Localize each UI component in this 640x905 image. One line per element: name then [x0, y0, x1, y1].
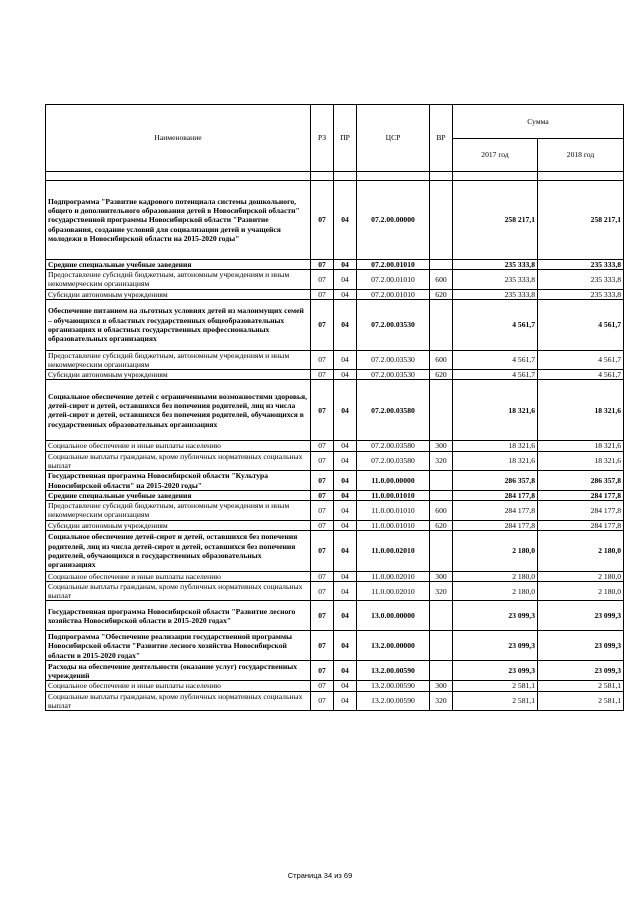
row-rz: 07	[311, 270, 334, 289]
row-name: Предоставление субсидий бюджетным, автономным учреждениям и иным некоммерческим организациям	[46, 501, 311, 520]
row-name: Социальные выплаты гражданам, кроме публичных нормативных социальных выплат	[46, 451, 311, 470]
row-amount-2017: 258 217,1	[453, 181, 538, 260]
row-amount-2018: 2 180,0	[538, 530, 624, 571]
row-amount-2017: 284 177,8	[453, 501, 538, 520]
row-name: Социальные выплаты гражданам, кроме публичных нормативных социальных выплат	[46, 691, 311, 710]
row-csr: 13.2.00.00590	[357, 681, 430, 691]
table-body	[46, 181, 624, 711]
row-rz: 07	[311, 350, 334, 369]
row-amount-2018: 23 099,3	[538, 601, 624, 631]
row-csr: 11.0.00.01010	[357, 520, 430, 530]
row-vr: 300	[430, 441, 453, 451]
row-amount-2017: 235 333,8	[453, 260, 538, 270]
row-pr: 04	[334, 582, 357, 601]
row-amount-2018: 23 099,3	[538, 631, 624, 661]
row-rz: 07	[311, 289, 334, 299]
row-vr	[430, 299, 453, 350]
row-amount-2017: 23 099,3	[453, 661, 538, 681]
row-rz: 07	[311, 501, 334, 520]
row-vr: 600	[430, 270, 453, 289]
header-2017: 2017 год	[453, 139, 538, 172]
row-rz: 07	[311, 451, 334, 470]
row-name: Государственная программа Новосибирской области "Развитие лесного хозяйства Новосибирской области в 2015-2020 годах"	[46, 601, 311, 631]
row-pr: 04	[334, 501, 357, 520]
table-row	[46, 582, 624, 601]
row-rz: 07	[311, 370, 334, 380]
row-csr: 07.2.00.03530	[357, 350, 430, 369]
row-pr: 04	[334, 691, 357, 710]
row-amount-2017: 4 561,7	[453, 299, 538, 350]
row-amount-2018: 2 581,1	[538, 681, 624, 691]
row-name: Предоставление субсидий бюджетным, автономным учреждениям и иным некоммерческим организациям	[46, 270, 311, 289]
row-amount-2018: 4 561,7	[538, 350, 624, 369]
row-amount-2018: 286 357,8	[538, 471, 624, 491]
row-name: Социальные выплаты гражданам, кроме публичных нормативных социальных выплат	[46, 582, 311, 601]
row-rz: 07	[311, 530, 334, 571]
row-name: Социальное обеспечение и иные выплаты населению	[46, 441, 311, 451]
table-row	[46, 471, 624, 491]
row-name: Социальное обеспечение детей с ограниченными возможностями здоровья, детей-сирот и детей, оставшихся без попечения родителей, лиц из числа детей-сирот и детей, оставшихся без попечения родителей, обучающихся в государственных образовательных организациях	[46, 380, 311, 441]
row-amount-2017: 235 333,8	[453, 289, 538, 299]
row-amount-2018: 2 180,0	[538, 571, 624, 581]
table-row	[46, 181, 624, 260]
table-row	[46, 451, 624, 470]
row-vr: 620	[430, 289, 453, 299]
row-amount-2017: 2 180,0	[453, 530, 538, 571]
header-sum: Сумма	[453, 105, 624, 139]
row-amount-2017: 2 581,1	[453, 681, 538, 691]
row-pr: 04	[334, 520, 357, 530]
row-pr: 04	[334, 491, 357, 501]
row-amount-2018: 23 099,3	[538, 661, 624, 681]
row-vr: 320	[430, 451, 453, 470]
row-rz: 07	[311, 260, 334, 270]
header-csr: ЦСР	[357, 105, 430, 172]
row-name: Социальное обеспечение и иные выплаты населению	[46, 571, 311, 581]
row-rz: 07	[311, 571, 334, 581]
row-csr: 07.2.00.03580	[357, 441, 430, 451]
table-row	[46, 631, 624, 661]
table-row	[46, 681, 624, 691]
row-amount-2018: 235 333,8	[538, 270, 624, 289]
row-rz: 07	[311, 380, 334, 441]
row-amount-2017: 18 321,6	[453, 441, 538, 451]
table-row	[46, 601, 624, 631]
table-row	[46, 661, 624, 681]
row-vr	[430, 181, 453, 260]
row-csr: 07.2.00.03530	[357, 299, 430, 350]
row-amount-2018: 4 561,7	[538, 299, 624, 350]
row-amount-2018: 2 581,1	[538, 691, 624, 710]
row-amount-2017: 4 561,7	[453, 370, 538, 380]
row-csr: 07.2.00.00000	[357, 181, 430, 260]
row-vr: 300	[430, 681, 453, 691]
row-pr: 04	[334, 260, 357, 270]
row-vr	[430, 260, 453, 270]
row-vr: 320	[430, 691, 453, 710]
row-csr: 11.0.00.01010	[357, 501, 430, 520]
row-amount-2017: 23 099,3	[453, 631, 538, 661]
table-row	[46, 571, 624, 581]
row-pr: 04	[334, 350, 357, 369]
table-row	[46, 370, 624, 380]
row-pr: 04	[334, 571, 357, 581]
row-amount-2018: 284 177,8	[538, 491, 624, 501]
row-csr: 13.2.00.00000	[357, 631, 430, 661]
row-rz: 07	[311, 181, 334, 260]
row-pr: 04	[334, 270, 357, 289]
row-csr: 07.2.00.01010	[357, 270, 430, 289]
row-csr: 13.2.00.00590	[357, 691, 430, 710]
row-amount-2017: 18 321,6	[453, 451, 538, 470]
row-amount-2018: 18 321,6	[538, 441, 624, 451]
row-vr	[430, 491, 453, 501]
table-row	[46, 691, 624, 710]
row-rz: 07	[311, 299, 334, 350]
table-row	[46, 380, 624, 441]
row-name: Предоставление субсидий бюджетным, автономным учреждениям и иным некоммерческим организациям	[46, 350, 311, 369]
row-vr: 300	[430, 571, 453, 581]
row-amount-2018: 235 333,8	[538, 260, 624, 270]
row-csr: 07.2.00.03580	[357, 380, 430, 441]
row-pr: 04	[334, 441, 357, 451]
row-amount-2018: 284 177,8	[538, 501, 624, 520]
row-amount-2017: 2 180,0	[453, 582, 538, 601]
row-vr: 600	[430, 350, 453, 369]
row-amount-2017: 286 357,8	[453, 471, 538, 491]
row-csr: 11.0.00.02010	[357, 582, 430, 601]
row-vr: 320	[430, 582, 453, 601]
row-rz: 07	[311, 520, 334, 530]
row-csr: 13.0.00.00000	[357, 601, 430, 631]
row-name: Обеспечение питанием на льготных условиях детей из малоимущих семей – обучающихся в областных государственных общеобразовательных организациях и областных государственных профессиональных образовательных организациях	[46, 299, 311, 350]
row-rz: 07	[311, 491, 334, 501]
table-row	[46, 441, 624, 451]
row-name: Средние специальные учебные заведения	[46, 260, 311, 270]
row-csr: 11.0.00.02010	[357, 530, 430, 571]
row-pr: 04	[334, 471, 357, 491]
row-pr: 04	[334, 681, 357, 691]
row-rz: 07	[311, 661, 334, 681]
row-vr	[430, 530, 453, 571]
row-amount-2017: 2 581,1	[453, 691, 538, 710]
table-header	[46, 105, 624, 181]
row-name: Подпрограмма "Обеспечение реализации государственной программы Новосибирской области "Развитие лесного хозяйства Новосибирской области в 2015-2020 годах"	[46, 631, 311, 661]
table-row	[46, 501, 624, 520]
row-name: Расходы на обеспечение деятельности (оказание услуг) государственных учреждений	[46, 661, 311, 681]
row-csr: 07.2.00.03580	[357, 451, 430, 470]
row-name: Государственная программа Новосибирской области "Культура Новосибирской области" на 2015-2020 годы"	[46, 471, 311, 491]
row-name: Средние специальные учебные заведения	[46, 491, 311, 501]
row-rz: 07	[311, 631, 334, 661]
row-vr	[430, 380, 453, 441]
row-amount-2017: 284 177,8	[453, 520, 538, 530]
budget-table	[45, 104, 624, 711]
row-pr: 04	[334, 370, 357, 380]
row-rz: 07	[311, 691, 334, 710]
row-csr: 07.2.00.01010	[357, 289, 430, 299]
row-vr	[430, 601, 453, 631]
row-amount-2018: 284 177,8	[538, 520, 624, 530]
table-row	[46, 289, 624, 299]
row-vr: 620	[430, 370, 453, 380]
row-amount-2018: 258 217,1	[538, 181, 624, 260]
row-vr	[430, 471, 453, 491]
row-pr: 04	[334, 530, 357, 571]
table-row	[46, 350, 624, 369]
row-name: Социальное обеспечение и иные выплаты населению	[46, 681, 311, 691]
row-csr: 07.2.00.03530	[357, 370, 430, 380]
table-row	[46, 260, 624, 270]
row-csr: 11.0.00.00000	[357, 471, 430, 491]
row-amount-2017: 2 180,0	[453, 571, 538, 581]
row-amount-2018: 18 321,6	[538, 451, 624, 470]
row-pr: 04	[334, 299, 357, 350]
header-2018: 2018 год	[538, 139, 624, 172]
row-name: Подпрограмма "Развитие кадрового потенциала системы дошкольного, общего и дополнительного образования детей в Новосибирской области" государственной программы Новосибирской области "Развитие образования, создание условий для социализации детей и учащейся молодежи в Новосибирской области на 2015-2020 годы"	[46, 181, 311, 260]
row-vr	[430, 661, 453, 681]
row-amount-2017: 284 177,8	[453, 491, 538, 501]
row-pr: 04	[334, 661, 357, 681]
row-rz: 07	[311, 582, 334, 601]
row-csr: 13.2.00.00590	[357, 661, 430, 681]
row-amount-2017: 23 099,3	[453, 601, 538, 631]
row-amount-2017: 18 321,6	[453, 380, 538, 441]
row-rz: 07	[311, 441, 334, 451]
row-vr: 620	[430, 520, 453, 530]
table-row	[46, 520, 624, 530]
row-pr: 04	[334, 289, 357, 299]
header-name: Наименование	[46, 105, 311, 172]
row-vr: 600	[430, 501, 453, 520]
row-csr: 11.0.00.01010	[357, 491, 430, 501]
row-pr: 04	[334, 631, 357, 661]
header-pr: ПР	[334, 105, 357, 172]
row-rz: 07	[311, 471, 334, 491]
row-pr: 04	[334, 380, 357, 441]
row-amount-2018: 18 321,6	[538, 380, 624, 441]
row-vr	[430, 631, 453, 661]
row-amount-2018: 4 561,7	[538, 370, 624, 380]
row-pr: 04	[334, 181, 357, 260]
row-rz: 07	[311, 681, 334, 691]
table-row	[46, 530, 624, 571]
row-csr: 07.2.00.01010	[357, 260, 430, 270]
row-name: Субсидии автономным учреждениям	[46, 370, 311, 380]
page-number: Страница 34 из 69	[287, 871, 353, 880]
row-name: Субсидии автономным учреждениям	[46, 289, 311, 299]
row-amount-2017: 4 561,7	[453, 350, 538, 369]
row-pr: 04	[334, 451, 357, 470]
header-rz: РЗ	[311, 105, 334, 172]
header-vr: ВР	[430, 105, 453, 172]
row-amount-2018: 2 180,0	[538, 582, 624, 601]
table-row	[46, 299, 624, 350]
row-amount-2017: 235 333,8	[453, 270, 538, 289]
table-row	[46, 270, 624, 289]
row-rz: 07	[311, 601, 334, 631]
table-row	[46, 491, 624, 501]
row-pr: 04	[334, 601, 357, 631]
row-name: Субсидии автономным учреждениям	[46, 520, 311, 530]
row-name: Социальное обеспечение детей-сирот и детей, оставшихся без попечения родителей, лиц из числа детей-сирот и детей, оставшихся без попечения родителей, обучающихся в государственных образовательных организациях	[46, 530, 311, 571]
row-amount-2018: 235 333,8	[538, 289, 624, 299]
row-csr: 11.0.00.02010	[357, 571, 430, 581]
